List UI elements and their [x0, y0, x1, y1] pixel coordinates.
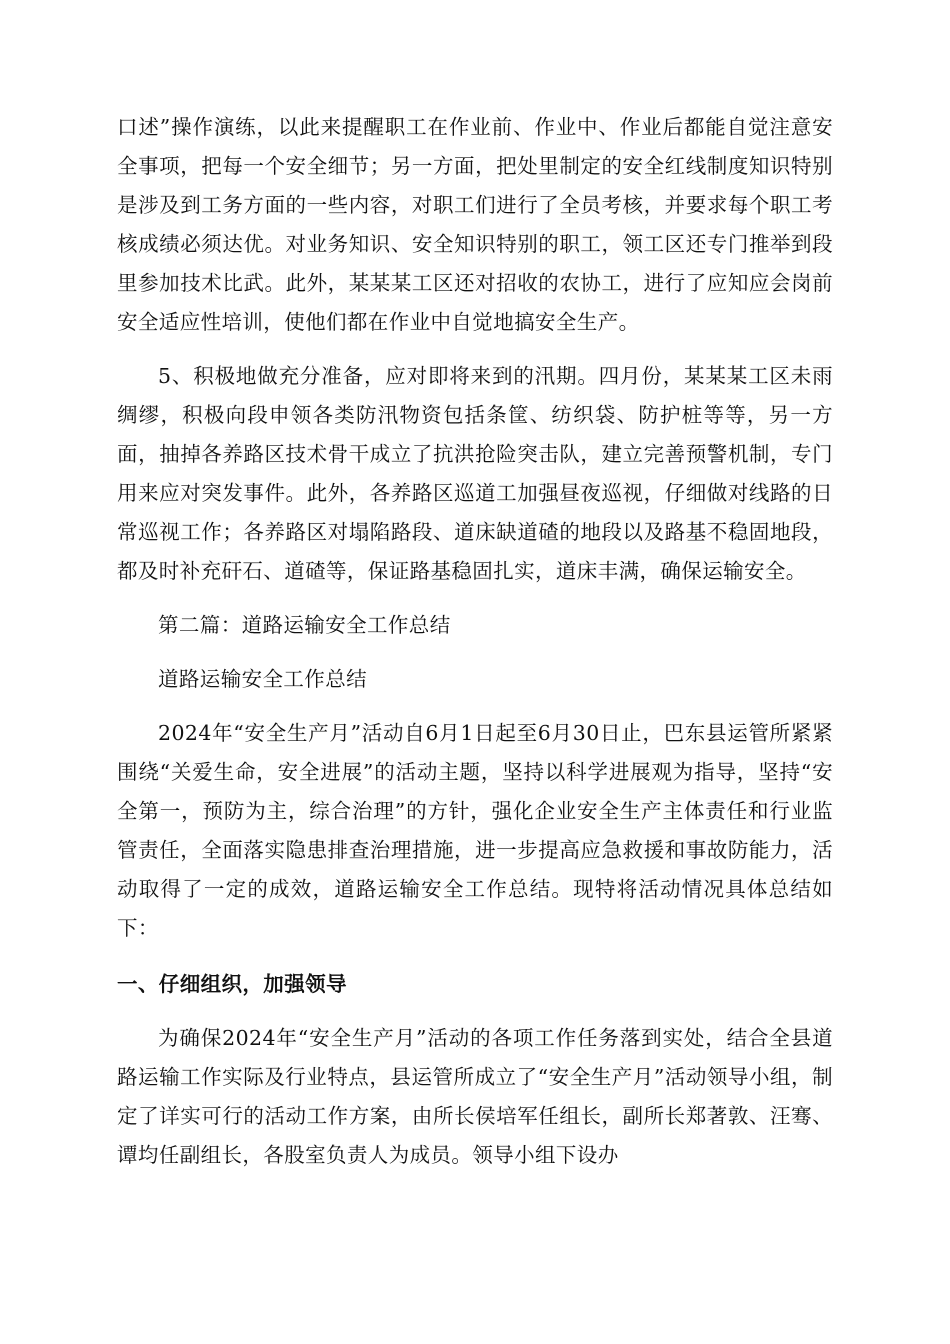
section-heading: 一、仔细组织，加强领导	[117, 972, 347, 996]
body-paragraph-organization: 为确保2024年“安全生产月”活动的各项工作任务落到实处，结合全县道路运输工作实际及行业特点，县运管所成立了“安全生产月”活动领导小组，制定了详实可行的活动工作方案，由所长侯培军任组长，副所长郑著敦、汪骞、谭均任副组长，各股室负责人为成员。领导小组下设办	[117, 1026, 833, 1167]
body-paragraph-continued: 口述”操作演练，以此来提醒职工在作业前、作业中、作业后都能自觉注意安全事项，把每一个安全细节；另一方面，把处里制定的安全红线制度知识特别是涉及到工务方面的一些内容，对职工们进行了全员考核，并要求每个职工考核成绩必须达优。对业务知识、安全知识特别的职工，领工区还专门推举到段里参加技术比武。此外，某某某工区还对招收的农协工，进行了应知应会岗前安全适应性培训，使他们都在作业中自觉地搞安全生产。	[117, 115, 833, 334]
body-paragraph-intro: 2024年“安全生产月”活动自6月1日起至6月30日止，巴东县运管所紧紧围绕“关爱生命，安全进展”的活动主题，坚持以科学进展观为指导，坚持“安全第一，预防为主，综合治理”的方针，强化企业安全生产主体责任和行业监管责任，全面落实隐患排查治理措施，进一步提高应急救援和事故防能力，活动取得了一定的成效，道路运输安全工作总结。现特将活动情况具体总结如下：	[117, 721, 833, 940]
document-page	[117, 108, 833, 1175]
body-paragraph-flood-prep: 5、积极地做充分准备，应对即将来到的汛期。四月份，某某某工区未雨绸缪，积极向段申领各类防汛物资包括条筐、纺织袋、防护桩等等，另一方面，抽掉各养路区技术骨干成立了抗洪抢险突击队，建立完善预警机制，专门用来应对突发事件。此外，各养路区巡道工加强昼夜巡视，仔细做对线路的日常巡视工作；各养路区对塌陷路段、道床缺道碴的地段以及路基不稳固地段，都及时补充矸石、道碴等，保证路基稳固扎实，道床丰满，确保运输安全。	[117, 364, 833, 583]
document-title: 道路运输安全工作总结	[158, 667, 367, 691]
chapter-title: 第二篇：道路运输安全工作总结	[158, 613, 451, 637]
